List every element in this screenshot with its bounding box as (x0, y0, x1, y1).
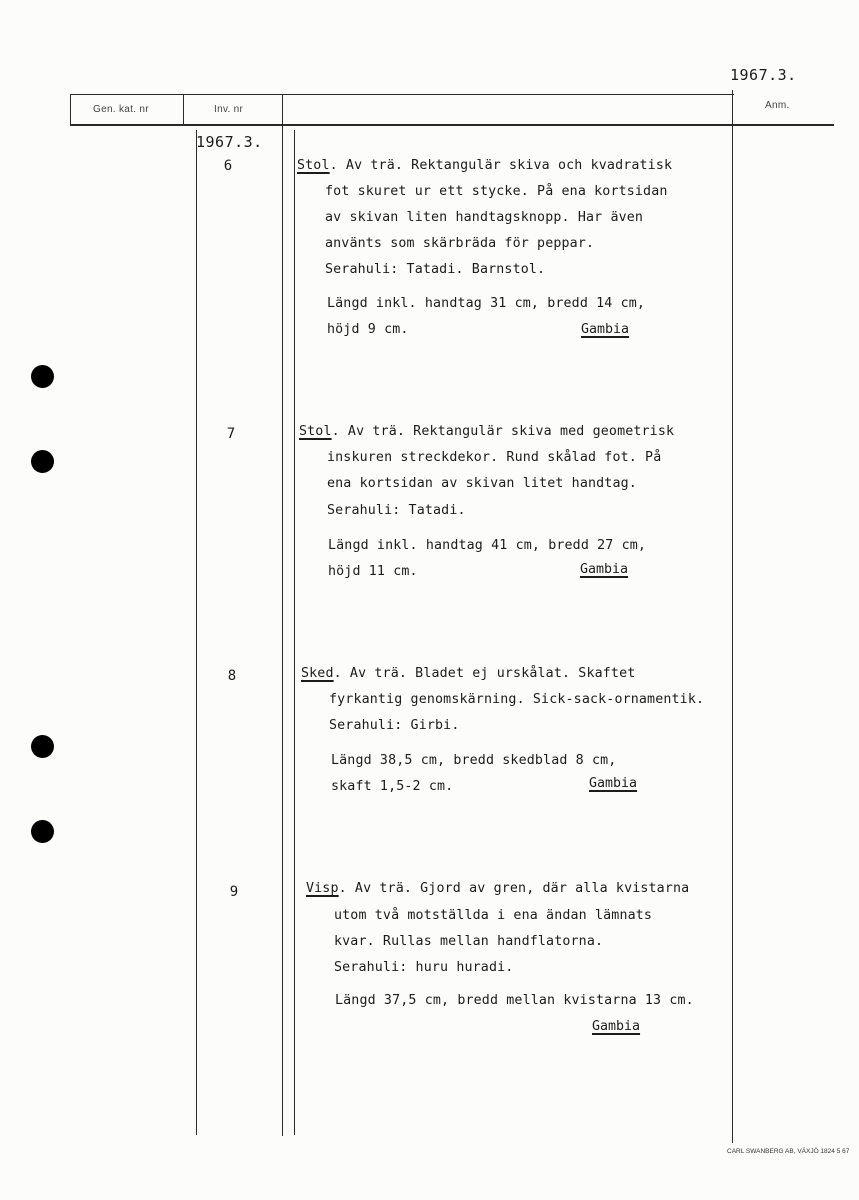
entry-measurements: höjd 11 cm. (328, 564, 418, 579)
entry-local-name: Serahuli: Tatadi. (327, 503, 466, 518)
column-header-inv-nr: Inv. nr (214, 104, 244, 115)
entry-local-name: Serahuli: Tatadi. Barnstol. (325, 262, 546, 277)
header-top-rule (70, 94, 734, 95)
entry-measurements: Längd inkl. handtag 41 cm, bredd 27 cm, (328, 538, 647, 553)
page-number: 1967.3. (730, 66, 797, 84)
object-term: Stol (297, 158, 330, 173)
entry-description-line: fot skuret ur ett stycke. På ena kortsidan (325, 184, 668, 199)
entry-measurements: höjd 9 cm. (327, 322, 409, 337)
entry-description-line: Stol. Av trä. Rektangulär skiva och kvadratisk (297, 158, 673, 173)
object-term: Sked (301, 666, 334, 681)
object-term: Visp (306, 881, 339, 896)
entry-description-line: kvar. Rullas mellan handflatorna. (334, 934, 604, 949)
punch-hole (31, 735, 54, 758)
entry-measurements: Längd 38,5 cm, bredd skedblad 8 cm, (331, 753, 617, 768)
inventory-number: 7 (226, 426, 236, 442)
inventory-series: 1967.3. (196, 133, 263, 151)
entry-measurements: skaft 1,5-2 cm. (331, 779, 454, 794)
entry-description-line: av skivan liten handtagsknopp. Har även (325, 210, 644, 225)
column-divider-inner-right (294, 130, 295, 1135)
column-divider-gen-inv (183, 94, 184, 126)
entry-origin: Gambia (592, 1019, 641, 1034)
entry-local-name: Serahuli: huru huradi. (334, 960, 514, 975)
punch-hole (31, 365, 54, 388)
entry-origin: Gambia (589, 776, 638, 791)
column-divider-left (70, 94, 71, 126)
column-divider-inner-left (196, 130, 197, 1135)
entry-local-name: Serahuli: Girbi. (329, 718, 460, 733)
entry-origin: Gambia (581, 322, 630, 337)
inventory-number: 6 (223, 158, 233, 174)
header-bottom-rule (70, 124, 834, 126)
entry-description-line: ena kortsidan av skivan litet handtag. (327, 476, 637, 491)
column-header-gen-kat-nr: Gen. kat. nr (93, 104, 149, 115)
inventory-number: 8 (227, 668, 237, 684)
column-divider-text-anm (732, 90, 733, 1143)
entry-description-line: Visp. Av trä. Gjord av gren, där alla kvistarna (306, 881, 690, 896)
entry-description-line: Sked. Av trä. Bladet ej urskålat. Skaftet (301, 666, 636, 681)
punch-hole (31, 450, 54, 473)
entry-origin: Gambia (580, 562, 629, 577)
entry-measurements: Längd 37,5 cm, bredd mellan kvistarna 13 cm. (335, 993, 694, 1008)
entry-measurements: Längd inkl. handtag 31 cm, bredd 14 cm, (327, 296, 646, 311)
printer-imprint: CARL SWANBERG AB, VÄXJÖ 1824 5 67 (727, 1148, 850, 1155)
inventory-number: 9 (229, 884, 239, 900)
entry-description-line: Stol. Av trä. Rektangulär skiva med geometrisk (299, 424, 675, 439)
entry-description-line: inskuren streckdekor. Rund skålad fot. På (327, 450, 662, 465)
column-header-anm: Anm. (765, 100, 790, 111)
object-term: Stol (299, 424, 332, 439)
entry-description-line: använts som skärbräda för peppar. (325, 236, 595, 251)
punch-hole (31, 820, 54, 843)
column-divider-inv-text (282, 94, 283, 1136)
entry-description-line: fyrkantig genomskärning. Sick-sack-ornamentik. (329, 692, 705, 707)
entry-description-line: utom två motställda i ena ändan lämnats (334, 908, 653, 923)
